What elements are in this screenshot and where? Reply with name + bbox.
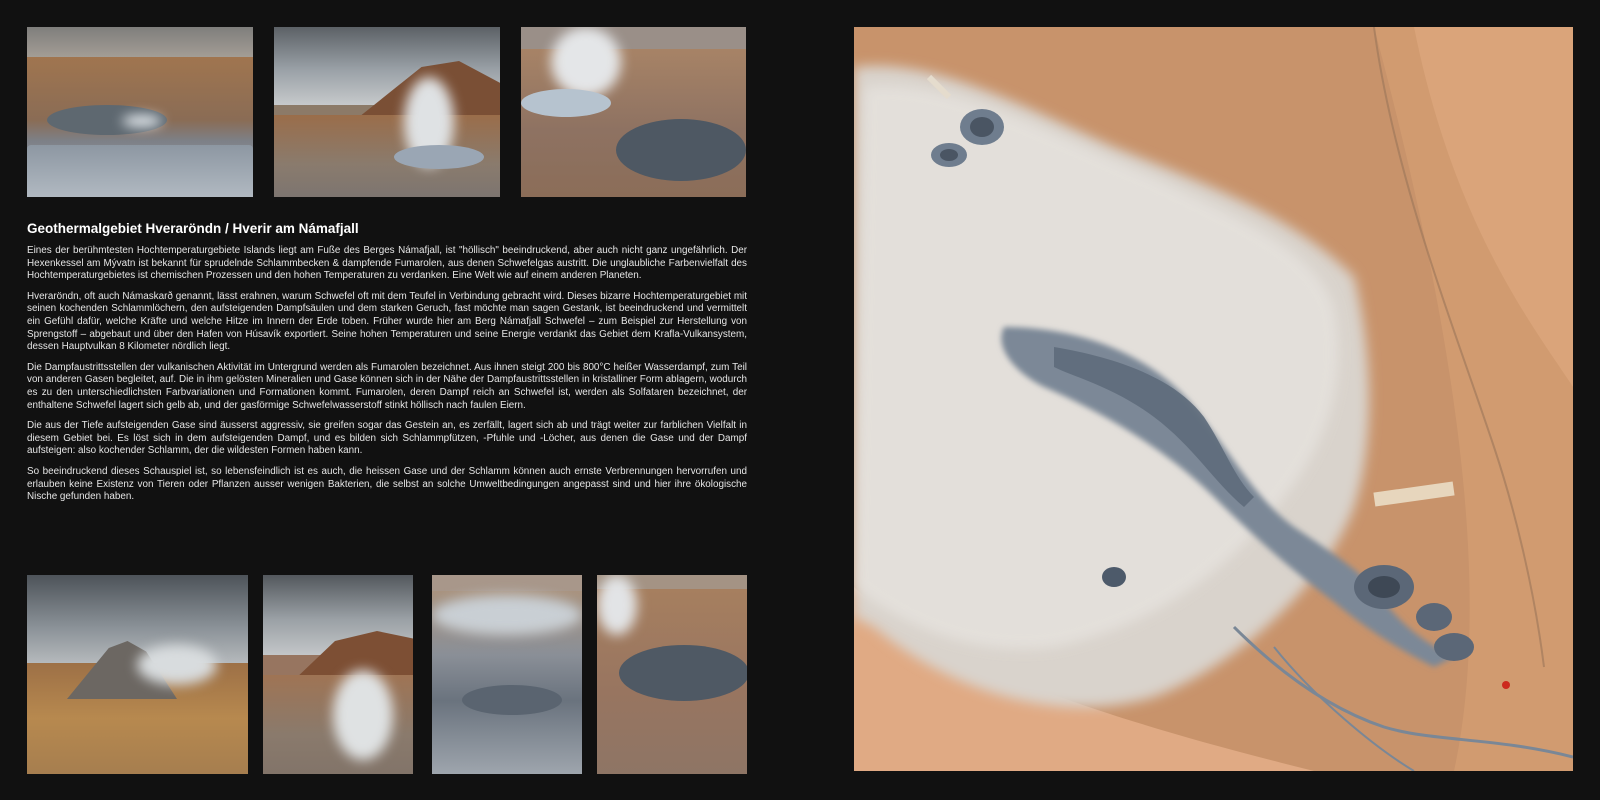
article-paragraph: Hveraröndn, oft auch Námaskarð genannt, lässt erahnen, warum Schwefel oft mit dem Teufel in Verbindung gebracht wird. Dieses bizarre Hochtemperaturgebiet mit seinen kochenden Schlammlöchern, den aufsteigenden Dampfsäulen und dem starken Geruch, fast möchte man sagen Gestank, ist beeindruckend und vermittelt ein Gefühl dafür, welche Kräfte und welche Hitze im Innern der Erde toben. Früher wurde hier am Berg Námafjall Schwefel – zum Beispiel zur Herstellung von Sprengstoff – abgebaut und über den Hafen von Húsavík exportiert. Seine hohen Temperaturen und seine Energie verdankt das Gebiet dem Krafla-Vulkansystem, dessen Hauptvulkan 8 Kilometer nördlich liegt. <box>27 290 747 353</box>
article-paragraph: Eines der berühmtesten Hochtemperaturgebiete Islands liegt am Fuße des Berges Námafjall, ist "höllisch" beeindruckend, aber auch nicht ganz ungefährlich. Der Hexenkessel am Mývatn ist bekannt für sprudelnde Schlammbecken & dampfende Fumarolen, aus denen Schwefelgas austritt. Die unglaubliche Farbenvielfalt des Hochtemperaturgebietes ist chemischen Prozessen und den hohen Temperaturen zu verdanken. Eine Welt wie auf einem anderen Planeten. <box>27 245 747 282</box>
photo-aerial-geothermal-field <box>854 27 1573 771</box>
photo-fumarole-mountain <box>274 27 500 197</box>
photo-fumarole-mound <box>27 575 248 774</box>
photo-steam-pool <box>521 27 746 197</box>
aerial-illustration <box>854 27 1573 771</box>
article-title: Geothermalgebiet Hveraröndn / Hverir am Námafjall <box>27 221 359 236</box>
article <box>27 221 747 512</box>
article-paragraph: So beeindruckend dieses Schauspiel ist, so lebensfeindlich ist es auch, die heissen Gase und der Schlamm können auch ernste Verbrennungen hervorrufen und erlauben keine Existenz von Tieren oder Pflanzen ausser wenigen Bakterien, die selbst an solche Umweltbedingungen angepasst sind und hier ihre ökologische Nische gefunden haben. <box>27 465 747 503</box>
article-paragraph: Die Dampfaustrittsstellen der vulkanischen Aktivität im Untergrund werden als Fumarolen bezeichnet. Aus ihnen steigt 200 bis 800°C heißer Wasserdampf, zum Teil von anderen Gasen begleitet, auf. Die in ihm gelösten Mineralien und Gase können sich in der Nähe der Dampfaustrittsstellen in kristalliner Form ablagern, wodurch es zu den unterschiedlichsten Farbvariationen und Formationen kommt. Fumarolen, deren Dampf reich an Schwefel ist, werden als Solfataren bezeichnet, der enthaltene Schwefel lagert sich gelb ab, und der gasförmige Schwefelwasserstoff stinkt höllisch nach faulen Eiern. <box>27 361 747 411</box>
photo-steam-vent <box>263 575 413 774</box>
photo-mud-pool-steam <box>597 575 747 774</box>
photo-mud-field <box>432 575 582 774</box>
article-paragraph: Die aus der Tiefe aufsteigenden Gase sind äusserst aggressiv, sie greifen sogar das Gestein an, es zerfällt, lagert sich ab und trägt weiter zur farblichen Vielfalt in diesem Gebiet bei. Es löst sich in dem aufsteigenden Dampf, und es bilden sich Schlammpfützen, -Pfuhle und -Löcher, aus denen die Gase und der Dampf aufsteigen: also kochender Schlamm, der die wildesten Formen haben kann. <box>27 420 747 457</box>
photo-mud-pools <box>27 27 253 197</box>
